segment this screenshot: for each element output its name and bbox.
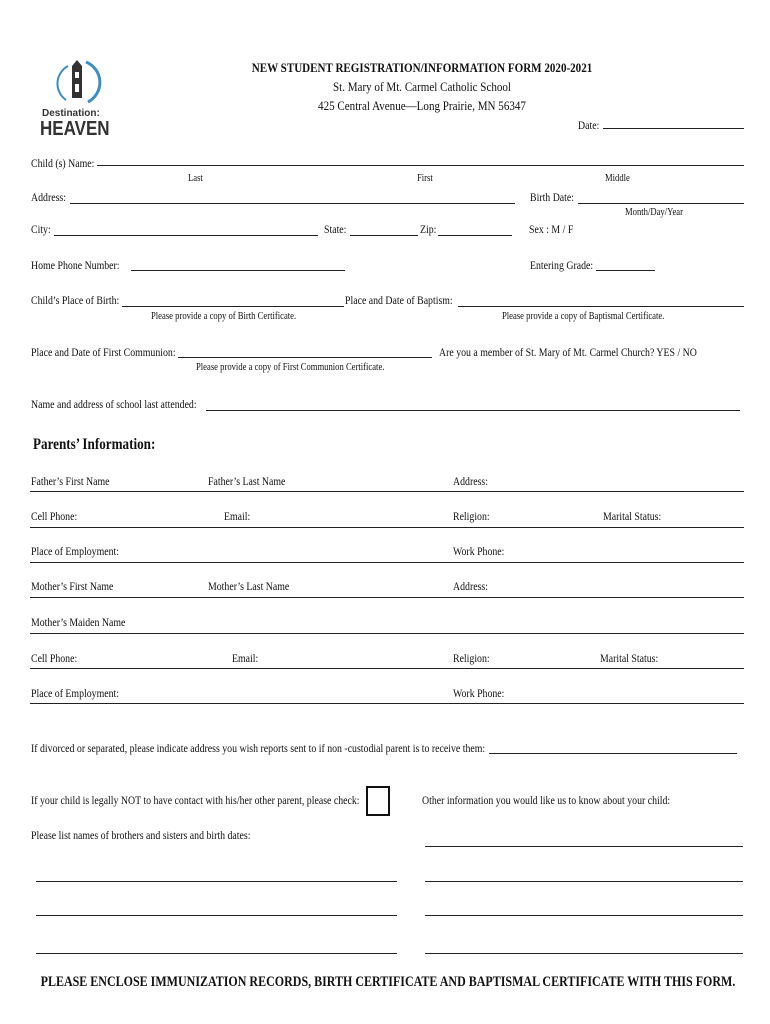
mother-first-name-label: Mother’s First Name <box>31 579 114 593</box>
no-contact-question: If your child is legally NOT to have contact with his/her other parent, please check: <box>31 793 360 807</box>
father-employment-row-line[interactable] <box>30 562 744 563</box>
school-logo <box>38 58 108 142</box>
divorced-address-field[interactable] <box>489 753 737 754</box>
city-label: City: <box>31 222 51 236</box>
child-name-label: Child (s) Name: <box>31 156 95 170</box>
father-employment-label: Place of Employment: <box>31 544 119 558</box>
entering-grade-field[interactable] <box>596 270 655 271</box>
membership-question[interactable]: Are you a member of St. Mary of Mt. Carmel Church? YES / NO <box>439 345 697 359</box>
baptism-field[interactable] <box>458 306 744 307</box>
date-field[interactable] <box>603 128 744 129</box>
last-school-field[interactable] <box>206 410 740 411</box>
parents-heading: Parents’ Information: <box>33 436 156 453</box>
home-phone-field[interactable] <box>131 270 345 271</box>
mother-work-phone-label: Work Phone: <box>453 686 505 700</box>
home-phone-label: Home Phone Number: <box>31 258 120 272</box>
mother-name-row-line[interactable] <box>30 597 744 598</box>
address-label: Address: <box>31 190 66 204</box>
entering-grade-label: Entering Grade: <box>530 258 594 272</box>
baptism-note: Please provide a copy of Baptismal Certificate. <box>502 311 665 322</box>
first-caption: First <box>417 173 433 184</box>
child-name-field[interactable] <box>97 165 744 166</box>
divorced-question: If divorced or separated, please indicate address you wish reports sent to if non -custodial parent is to receive them: <box>31 741 486 755</box>
father-cell-phone-label: Cell Phone: <box>31 509 78 523</box>
mother-employment-label: Place of Employment: <box>31 686 119 700</box>
father-name-row-line[interactable] <box>30 491 744 492</box>
no-contact-checkbox[interactable] <box>366 786 390 816</box>
school-name: St. Mary of Mt. Carmel Catholic School <box>332 79 511 94</box>
state-field[interactable] <box>350 235 418 236</box>
siblings-line-1[interactable] <box>36 881 397 882</box>
zip-label: Zip: <box>420 222 437 236</box>
communion-label: Place and Date of First Communion: <box>31 345 176 359</box>
birth-date-field[interactable] <box>578 203 744 204</box>
state-label: State: <box>324 222 347 236</box>
mother-email-label: Email: <box>232 651 259 665</box>
father-last-name-label: Father’s Last Name <box>208 474 286 488</box>
father-contact-row-line[interactable] <box>30 527 744 528</box>
siblings-line-3[interactable] <box>36 953 397 954</box>
other-info-line-4[interactable] <box>425 953 743 954</box>
other-info-line-1[interactable] <box>425 846 743 847</box>
mother-marital-status-label: Marital Status: <box>600 651 659 665</box>
birth-place-field[interactable] <box>122 306 344 307</box>
mother-contact-row-line[interactable] <box>30 668 744 669</box>
mother-religion-label: Religion: <box>453 651 490 665</box>
sex-label[interactable]: Sex : M / F <box>529 222 574 236</box>
date-label: Date: <box>578 118 600 132</box>
mother-maiden-name-label: Mother’s Maiden Name <box>31 615 126 629</box>
mother-address-label: Address: <box>453 579 488 593</box>
siblings-question: Please list names of brothers and sisters and birth dates: <box>31 828 251 842</box>
mother-cell-phone-label: Cell Phone: <box>31 651 78 665</box>
father-email-label: Email: <box>224 509 251 523</box>
birth-date-format: Month/Day/Year <box>625 207 683 218</box>
form-title: NEW STUDENT REGISTRATION/INFORMATION FORM 2020-2021 <box>251 60 593 75</box>
father-address-label: Address: <box>453 474 488 488</box>
communion-note: Please provide a copy of First Communion Certificate. <box>196 362 385 373</box>
mother-maiden-row-line[interactable] <box>30 633 744 634</box>
father-work-phone-label: Work Phone: <box>453 544 505 558</box>
middle-caption: Middle <box>605 173 630 184</box>
logo-line2: HEAVEN <box>40 118 110 140</box>
logo-line1: Destination: <box>42 108 100 119</box>
mother-employment-row-line[interactable] <box>30 703 744 704</box>
father-religion-label: Religion: <box>453 509 490 523</box>
baptism-label: Place and Date of Baptism: <box>345 293 453 307</box>
other-info-line-3[interactable] <box>425 915 743 916</box>
birth-place-label: Child’s Place of Birth: <box>31 293 120 307</box>
communion-field[interactable] <box>178 357 432 358</box>
father-first-name-label: Father’s First Name <box>31 474 110 488</box>
church-emblem-icon <box>46 58 106 108</box>
other-info-question: Other information you would like us to know about your child: <box>422 793 671 807</box>
address-field[interactable] <box>70 203 515 204</box>
birth-date-label: Birth Date: <box>530 190 574 204</box>
zip-field[interactable] <box>438 235 512 236</box>
city-field[interactable] <box>54 235 318 236</box>
other-info-line-2[interactable] <box>425 881 743 882</box>
father-marital-status-label: Marital Status: <box>603 509 662 523</box>
footer-notice: PLEASE ENCLOSE IMMUNIZATION RECORDS, BIRTH CERTIFICATE AND BAPTISMAL CERTIFICATE WITH THIS FORM. <box>40 974 736 990</box>
mother-last-name-label: Mother’s Last Name <box>208 579 290 593</box>
school-address: 425 Central Avenue—Long Prairie, MN 56347 <box>318 98 526 113</box>
siblings-line-2[interactable] <box>36 915 397 916</box>
birth-cert-note: Please provide a copy of Birth Certificate. <box>151 311 297 322</box>
last-school-label: Name and address of school last attended: <box>31 397 197 411</box>
last-caption: Last <box>188 173 203 184</box>
